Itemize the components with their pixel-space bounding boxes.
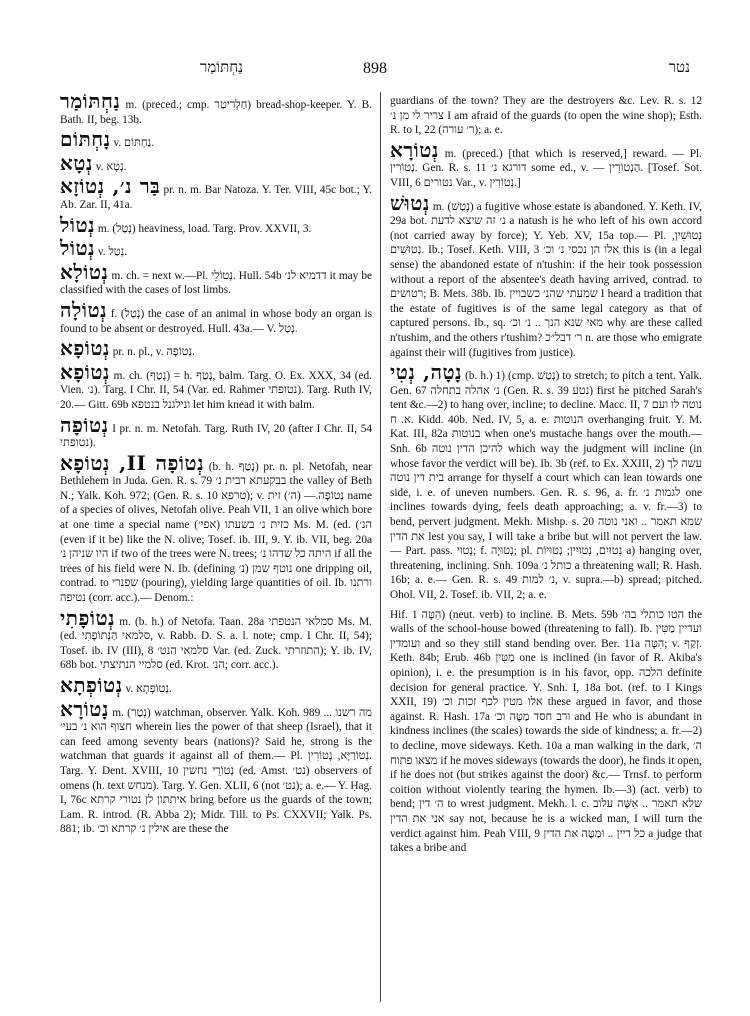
entry-definition: f. (נְטַל) the case of an animal in whose body an organ is found to be absent or destroyed. Hull. 43a.— V. נְטַל.	[60, 307, 372, 335]
entry-definition: m. (נָטַשׁ) a fugitive whose estate is abandoned. Y. Keth. IV, 29a bot. נ׳ זה שיצא לדעת a natush is he who left of his own accord (not carried away by force); Y. Yeb. XV, 15a top.— Pl. נְטוּשִׁין, נְטוּשִׁים. Ib.; Tosef. Keth. VIII, 3 אלו הן נכסי נ׳ וכ׳ this is (in a legal sense) the abandoned estate of n'tushin: if the heir took possession without a report of the absentee's death having arrived, contrad. to רטושים; B. Mets. 38b. Ib. שמעתי שהנ׳ כשבויין I heard a tradition that the estate of fugitives is of the same legal category as that of captured persons. Ib., sq. מאי שנא הנך .. נ׳ וכ׳ why are these called n'tushim, and the others r'tushim? ר׳ דבל״כ n. are those who emigrate against their will (fugitives from justice).	[390, 200, 703, 359]
entry-definition: v. נְטָא.	[95, 160, 127, 173]
entry-definition: pr. n. pl., v. נְטוֹפָה.	[112, 346, 195, 359]
entry-definition: v. נַחְתּוֹם.	[113, 137, 155, 150]
entry-definition: m. (preced.) [that which is reserved,] reward. — Pl. נְטוֹרִין. Gen. R. s. 11 דורגא נ׳ some ed., v. — הַנְטוֹרִין. [Tosef. Sot. VIII, 6 נטורים Var., v. נְטוֹרִין.]	[390, 147, 702, 189]
entry-headword: נְטוֹפָא	[60, 359, 110, 384]
dictionary-entry	[60, 127, 372, 152]
entry-definition: m. (b. h.) of Netofa. Taan. 28a סמלאי הנטפתי Ms. M. (ed. סלמאי הַנְּתוֹפָתִי, v. Rabb. D. S. a. l. note; cmp. I Chr. II, 54); Tosef. ib. IV (III), 8 סלמאי הנט׳ Var. (ed. Zuck. התוזרתי); Y. ib. IV, 68b bot. סלמיי הנתיצתי (ed. Krot. הנ׳; corr. acc.).	[60, 615, 372, 672]
entry-headword: נְטוֹפָה II, נְטוֹפָא	[60, 450, 205, 475]
dictionary-entry	[60, 150, 372, 175]
dictionary-entry	[390, 190, 703, 361]
dictionary-entry	[60, 450, 373, 606]
header-left-catchword: נַחְתּוֹמַר	[200, 60, 244, 76]
entry-headword: נְטוֹרָא	[390, 137, 439, 162]
entry-definition: v. נְטַל.	[97, 246, 128, 259]
dictionary-entry	[60, 236, 372, 261]
entry-headword: נָטָה, נְטִי	[390, 360, 463, 385]
entry-definition: (b. h.) 1) (cmp. נְטַשׁ) to stretch; to pitch a tent. Yalk. Gen. 67 נ׳ אהלה בתחלה (Gen. R. s. 39 נטע) first he pitched Sarah's tent &c.—2) to hang over, incline; to decline. Macc. II, 7 נוטה לו ועם א. ח. Kidd. 40b. Ned. IV, 5, a. e. הנוטות overhanging fruit. Y. M. Kat. III, 82a בנוטות when one's mustache hangs over the mouth.— Snh. 6b להיכן הדין נוטה which way the judgment will incline (in whose favor the verdict will be). Ib. 3b (ref. to Ex. XXIII, 2) עשה לך בית דין נוטה arrange for thyself a court which can lean towards one side, i. e. of uneven numbers. Gen. R. s. 96, a. fr. לגמות נ׳ one inclines towards dying, feels death approaching; a. v. fr.—3) to bend, pervert judgment. Mekh. Mishp. s. 20 שמא תאמר .. ואני נוטה את הדין lest you say, I will take a bribe but will not pervert the law.— Part. pass. נָטוּי; f. נְטוּיָה; pl. נְטוּיִם, נְטוּיִין; נְטוּיוֹת a) hanging over, threatening, inclining. Snh. 109a כותל נ׳ a threatening wall; R. Hash. 16b; a. e.— Gen. R. s. 49 נ׳ למות, v. supra.—b) spread; pitched. Ohol. VII, 2. Tosef. ib. VII, 2; a. e.	[390, 370, 703, 601]
entry-definition: guardians of the town? They are the destroyers &c. Lev. R. s. 12 צריר לי מן נ׳ I am afraid of the guards (to open the wine shop); Esth. R. to I, 22 (ר׳ עורה); a. e.	[390, 95, 702, 137]
entry-headword: נָטוֹרָא	[60, 696, 109, 721]
entry-definition: (b. h. נָטַף) pr. n. pl. Netofah, near Bethlehem in Juda. Gen. R. s. 79 בבקעתא דבית נ׳ the valley of Beth N.; Yalk. Koh. 972; (Gen. R. s. 10 טרפא); v. נְטוֹפָה.— (ה׳) זית name of a species of olives, Netofah olive. Peah VII, 1 an olive which bore at one time a special name כזית נ׳ בשעתו (אפי׳) Ms. M. (ed. (הנ׳ (even if it be) like the N. olive; Tosef. ib. III, 9. Y. ib. VII, beg. 20a היו שניהן נ׳ if two of the trees were N. trees; היתה כל שדהו נ׳ if all the trees of his field were N. Ib. (defining נ׳) נוטף שמן one dripping oil, contrad. to שפנרי (pouring), yielding large quantities of oil. Ib. ורתנו נטיפה (corr. acc.).— Denom.:	[60, 460, 373, 605]
dictionary-entry	[60, 359, 372, 413]
dictionary-entry	[60, 174, 373, 212]
dictionary-entry	[60, 696, 373, 837]
entry-headword: נְטוֹל	[60, 212, 96, 237]
dictionary-entry	[60, 297, 372, 336]
entry-headword: נְטוּשׁ	[390, 190, 430, 215]
entry-definition: m. (preced.; cmp. חַלְרִיטַר) bread-shop-keeper. Y. B. Bath. II, beg. 13b.	[60, 99, 372, 126]
column-divider	[380, 92, 381, 1002]
entry-definition: m. ch. (נָטַף) = h. נְטַף, balm. Targ. O. Ex. XXX, 34 (ed. Vien. נ׳). Targ. I Chr. II, 54 (Var. ed. Rahmer נטופתי). Targ. Ruth IV, 20.— Gitt. 69b ונילגנל בנטפא let him knead it with balm.	[60, 369, 372, 411]
header-right-catchword: נטר	[668, 60, 690, 76]
dictionary-entry	[390, 94, 702, 138]
page-number: 898	[363, 60, 387, 77]
entry-headword: נְטוֹלָה	[60, 297, 108, 322]
running-header	[60, 60, 690, 84]
entry-headword: נְטוֹפָא	[60, 336, 110, 361]
entry-headword: נְטָא	[60, 150, 93, 175]
entry-definition: m. ch. = next w.—Pl. נְטוֹלֵי. Hull. 54b דדמיא לנ׳ it may be classified with the cases of lost limbs.	[60, 269, 372, 297]
entry-headword: בַּר נ׳, נְטוֹזָא	[60, 174, 161, 199]
entry-definition: I pr. n. m. Netofah. Targ. Ruth IV, 20 (after I Chr. II, 54 נטופתי).	[60, 422, 372, 450]
entry-headword: נְטוֹפְתָא	[60, 673, 123, 697]
entry-headword: נְטוֹפָה	[60, 412, 109, 437]
dictionary-entry	[60, 259, 372, 298]
entry-definition: m. (נְטַר) watchman, observer. Yalk. Koh. 989 מה רשנו ... חצוף הוא נ׳ בעי׳ wherein lies the power of that sheep (Israel), that it can feed among seventy bears (nations)? Said he, strong is the watchman that guards it against all of them.— Pl. נְטוֹרַיָּא, נָטוֹרִין. Targ. Y. Dent. XVIII, 10 נְטוֹרֵי נחשין (ed. Amst. נט׳) observers of omens (h. text מנחש). Targ. Y. Gen. XLII, 6 (not נט׳); a. e.— Y. Ḥag. I, 76c איתתון לן נטורי קרתא bring before us the guards of the town; Lam. R. introd. (R. Abba 2); Midr. Till. to Ps. CXXVII; Yalk. Ps. 881; ib. אילין נ׳ קרתא וכ׳ are these the	[60, 706, 373, 836]
dictionary-entry	[60, 336, 372, 361]
dictionary-entry	[60, 605, 372, 673]
left-column	[60, 89, 373, 842]
entry-definition: pr. n. m. Bar Natoza. Y. Ter. VIII, 45c bot.; Y. Ab. Zar. II, 41a.	[60, 184, 373, 211]
dictionary-entry	[390, 360, 703, 603]
entry-headword: נְטוֹלָא	[60, 259, 109, 284]
dictionary-entry	[60, 212, 372, 237]
dictionary-entry	[60, 673, 372, 697]
entry-definition: m. (נְטַל) heaviness, load. Targ. Prov. XXVII, 3.	[97, 222, 312, 235]
entry-headword: נְטוֹל	[60, 236, 96, 261]
entry-headword: נָחְתּוֹם	[60, 127, 111, 152]
entry-headword: נַחְתּוֹמַר	[60, 89, 121, 113]
dictionary-entry	[60, 412, 372, 451]
dictionary-entry	[390, 608, 702, 856]
entry-definition: v. נְטוֹפְתָא.	[125, 683, 172, 695]
entry-definition: Hif. הִטָּה 1) (neut. verb) to incline. B. Mets. 59b הטו כותלי בה׳ the walls of the school-house bowed (threatening to fall). Ib. ועדיין מַטִּין ועומדין and so they still stand bending over. Ber. 11a הִטָּה; v. זְקַף. Keth. 84b; Erub. 46b מַטִּין one is inclined (in favor of R. Akiba's opinion), i. e. the presumption is in his favor, opp. הלכה definite decision for general practice. Y. Snh. I, 18a bot. (ref. to I Kings XXII, 19) אלו מטין לכף זכות וכ׳ these argued in favor, and those against. R. Hash. 17a ורב חסד מַטֶּה וכ׳ and He who is abundant in kindness inclines (the scales) towards the side of kindness; a. fr.—2) to decline, move sideways. Keth. 10a a man walking in the dark, ה׳ מצאו פתוח if he moves sideways (towards the door), he finds it open, if he does not (but strikes against the door) &c.— Trnsf. to perform coition without violently tearing the hymen. Ib.—3) (act. verb) to bend; ה׳ דין to wrest judgment. Mekh. l. c. שלא תאמר .. אִשָּׁה עלוב אני את הדין say not, because he is a wicked man, I will turn the verdict against him. Peah VIII, 9 כל דיין .. וּמַטֶּה את הדין a judge that takes a bribe and	[390, 608, 703, 855]
dictionary-entry	[60, 89, 372, 127]
dictionary-entry	[390, 137, 702, 191]
right-column	[390, 94, 702, 861]
entry-headword: נְטוֹפָתִי	[60, 605, 116, 630]
